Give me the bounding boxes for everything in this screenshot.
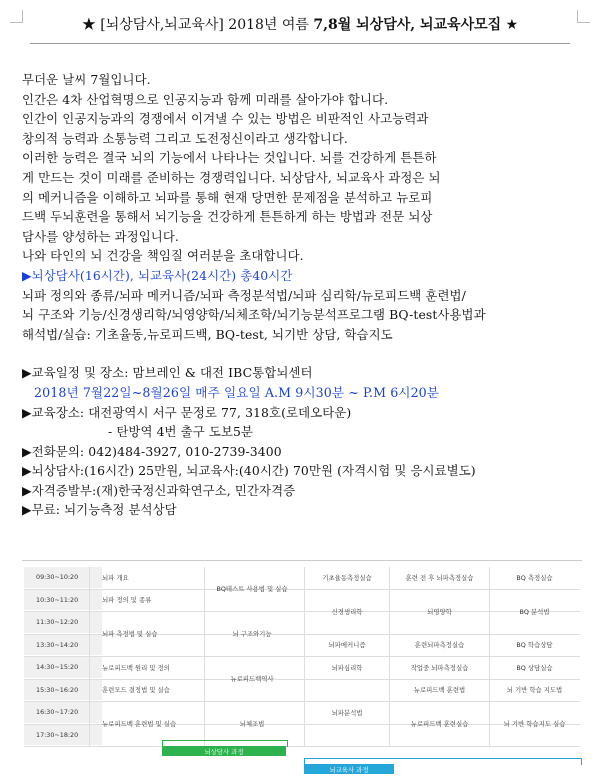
schedule-cell: 기초율동측정실습: [322, 573, 372, 582]
schedule-cell: BQ 분석법: [519, 607, 550, 616]
phone: ▶전화문의: 042)484-3927, 010-2739-3400: [22, 443, 282, 459]
intro-line: 의 메커니즘을 이해하고 뇌파를 통해 현재 당면한 문제점을 분석하고 뉴로피: [22, 189, 433, 205]
page-title: [0, 14, 600, 34]
schedule-cell: 뇌 기반 학습 지도법: [506, 686, 563, 695]
intro-line: 창의적 능력과 소통능력 그리고 도전정신이라고 생각합니다.: [22, 130, 348, 146]
schedule-cell: 작업중 뇌파측정실습: [410, 663, 469, 672]
schedule-cell: 뇌파분석법: [331, 708, 363, 717]
schedule-cell: 뇌 구조와기능: [232, 630, 272, 638]
time-slot: 15:30~16:20: [24, 680, 102, 701]
schedule-cell: 뇌체조법: [239, 720, 265, 728]
intro-line: 나와 타인의 뇌 건강을 책임질 여러분을 초대합니다.: [22, 248, 304, 264]
schedule-cell: 뇌파 개요: [102, 573, 129, 582]
schedule-cell: BQ테스트 사용법 및 실습: [216, 585, 288, 593]
directions: - 탄방역 4번 출구 도보5분: [108, 424, 254, 440]
title-prefix: [뇌상담사,뇌교육사] 2018년 여름: [100, 17, 314, 33]
schedule-table: [22, 560, 582, 751]
star-icon: ★: [505, 17, 519, 33]
intro-line: 인간이 인공지능과의 경쟁에서 이겨낼 수 있는 방법은 비판적인 사고능력과: [22, 111, 429, 127]
schedule-cell: BQ 측정실습: [516, 573, 553, 582]
title-bold: 7,8월 뇌상담사, 뇌교육사모집: [313, 17, 502, 33]
intro-line: 인간은 4차 산업혁명으로 인공지능과 함께 미래를 살아가야 합니다.: [22, 91, 389, 107]
fee: ▶뇌상담사:(16시간) 25만원, 뇌교육사:(40시간) 70만원 (자격시험 및 응시료별도): [22, 463, 476, 479]
time-slot: 17:30~18:20: [24, 725, 102, 746]
schedule-cell: 뉴로피드백 훈련실습: [410, 720, 469, 728]
course-line: 해석법/실습: 기초율동,뉴로피드백, BQ-test, 뇌기반 상담, 학습지도: [22, 326, 393, 342]
time-slot: 13:30~14:20: [24, 635, 102, 656]
intro-line: 무더운 날씨 7월입니다.: [22, 72, 151, 87]
free-offer: ▶무료: 뇌기능측정 분석상담: [22, 502, 177, 518]
time-slot: 09:30~10:20: [24, 567, 102, 588]
star-icon: ★: [81, 17, 96, 33]
schedule-cell: 뇌파 측정법 및 실습: [102, 630, 158, 638]
document-body: [22, 70, 582, 520]
time-slot: 11:30~12:20: [24, 612, 102, 633]
intro-line: 드백 두뇌훈련을 통해서 뇌기능을 건강하게 튼튼하게 하는 방법과 전문 뇌상: [22, 209, 433, 225]
schedule-cell: 신경생리학: [331, 607, 363, 616]
intro-line: 게 만드는 것이 미래를 준비하는 경쟁력입니다. 뇌상담사, 뇌교육사 과정은 뇌: [22, 169, 441, 185]
schedule-cell: 뉴로피드백 훈련법: [413, 686, 466, 695]
schedule-cell: 뉴로피드백 훈련법 및 실습: [102, 720, 177, 728]
intro-line: 담사를 양성하는 과정입니다.: [22, 228, 179, 244]
title-divider: [30, 43, 570, 44]
course-dates: 2018년 7월22일~8월26일 매주 일요일 A.M 9시30분 ~ P.M 6시20분: [34, 384, 440, 400]
schedule-place: ▶교육일정 및 장소: 맘브레인 & 대전 IBC통합뇌센터: [22, 365, 313, 381]
schedule-cell: BQ 학습상담: [516, 641, 553, 650]
schedule-cell: 뇌영양학: [427, 607, 452, 616]
schedule-cell: 뇌파메커니즘: [328, 641, 366, 650]
schedule-cell: 뉴로피드백역사: [230, 675, 274, 683]
course-line: 뇌파 정의와 종류/뇌파 메커니즘/뇌파 측정분석법/뇌파 심리학/뉴로피드백 훈련법/: [22, 287, 466, 303]
time-slot: 14:30~15:20: [24, 657, 102, 678]
intro-line: 이러한 능력은 결국 뇌의 기능에서 나타나는 것입니다. 뇌를 건강하게 튼튼하: [22, 150, 437, 166]
counselor-course-bar: 뇌상담사 과정: [162, 746, 286, 756]
schedule-cell: BQ 상담실습: [516, 663, 553, 672]
certifier: ▶자격증발부:(재)한국정신과학연구소, 민간자격증: [22, 482, 296, 498]
schedule-cell: 훈련모드 결정법 및 실습: [102, 686, 170, 695]
schedule-cell: 뇌 기반 학습지도 실습: [503, 720, 566, 728]
course-bars: [22, 744, 582, 784]
schedule-cell: 뇌파 정의 및 종류: [102, 596, 152, 605]
schedule-cell: 뉴로피드백 원리 및 정의: [102, 663, 170, 672]
time-slot: 10:30~11:20: [24, 590, 102, 611]
time-slot: 16:30~17:20: [24, 702, 102, 723]
course-line: 뇌 구조와 기능/신경생리학/뇌영양학/뇌체조학/뇌기능분석프로그램 BQ-test사용법과: [22, 307, 486, 323]
schedule-cell: 훈련뇌파측정실습: [414, 641, 465, 650]
schedule-cell: 뇌파심리학: [331, 663, 363, 672]
educator-course-bar: 뇌교육사 과정: [304, 764, 394, 774]
schedule-cell: 훈련 전 후 뇌파측정실습: [405, 573, 474, 582]
course-heading: ▶뇌상담사(16시간), 뇌교육사(24시간) 총40시간: [22, 267, 293, 283]
address: ▶교육장소: 대전광역시 서구 문정로 77, 318호(로데오타운): [22, 404, 352, 420]
